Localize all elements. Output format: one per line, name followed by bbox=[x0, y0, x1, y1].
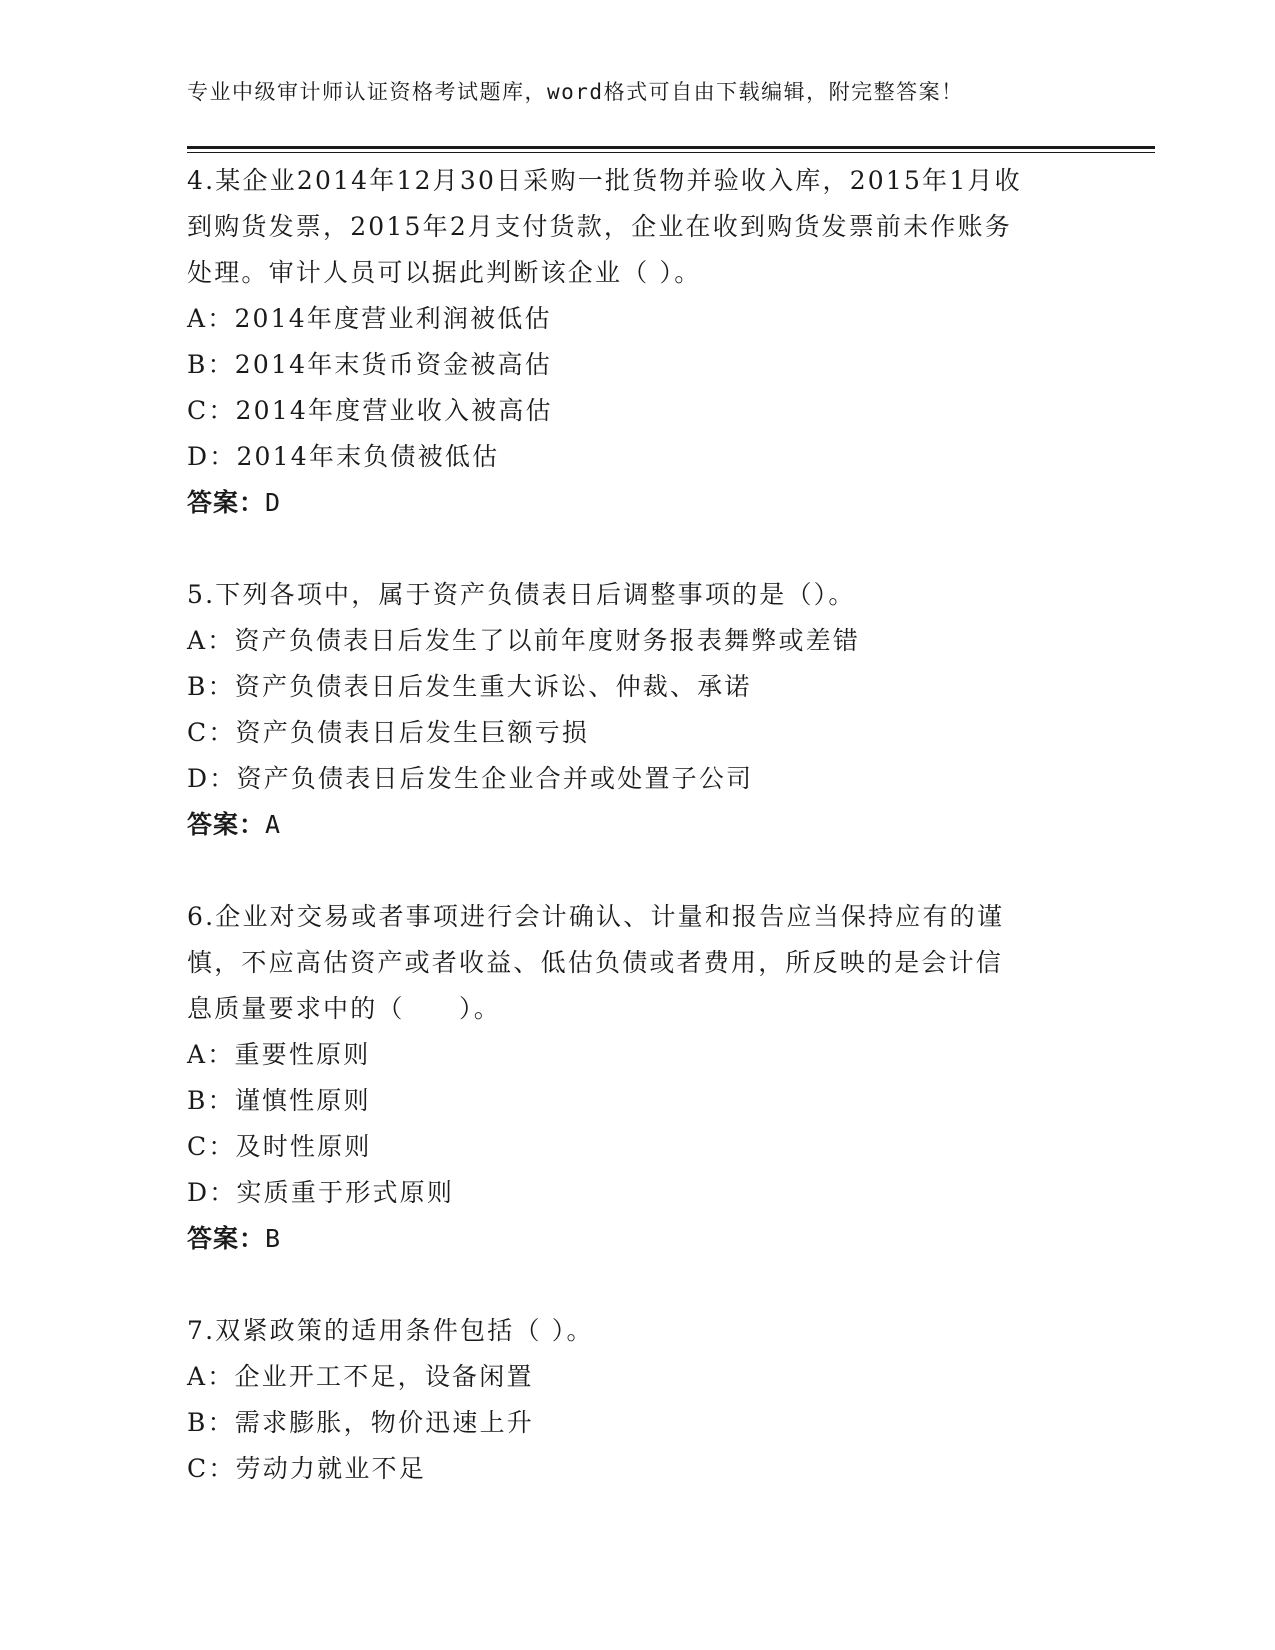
option-d: D：资产负债表日后发生企业合并或处置子公司 bbox=[187, 764, 754, 793]
answer-label: 答案： bbox=[187, 810, 266, 839]
option-b: B：2014年末货币资金被高估 bbox=[187, 350, 552, 379]
option-d: D：2014年末负债被低估 bbox=[187, 442, 500, 471]
question-4 bbox=[187, 158, 1087, 526]
option-c: C：劳动力就业不足 bbox=[187, 1454, 426, 1483]
option-b: B：需求膨胀，物价迅速上升 bbox=[187, 1408, 534, 1437]
option-c: C：2014年度营业收入被高估 bbox=[187, 396, 553, 425]
question-stem-line: 6.企业对交易或者事项进行会计确认、计量和报告应当保持应有的谨 bbox=[187, 902, 1005, 931]
question-stem-line: 到购货发票，2015年2月支付货款，企业在收到购货发票前未作账务 bbox=[187, 212, 1012, 241]
option-c: C：及时性原则 bbox=[187, 1132, 372, 1161]
answer-label: 答案： bbox=[187, 488, 266, 517]
answer-line bbox=[187, 480, 1087, 526]
option-a: A：重要性原则 bbox=[187, 1040, 371, 1069]
answer-line bbox=[187, 802, 1087, 848]
header-rule-thin bbox=[187, 152, 1155, 153]
answer-line bbox=[187, 1216, 1087, 1262]
question-stem-line: 处理。审计人员可以据此判断该企业（ ）。 bbox=[187, 258, 702, 287]
question-stem-line: 慎，不应高估资产或者收益、低估负债或者费用，所反映的是会计信 bbox=[187, 948, 1004, 977]
option-d: D：实质重于形式原则 bbox=[187, 1178, 455, 1207]
answer-value: D bbox=[265, 488, 282, 517]
page-header: 专业中级审计师认证资格考试题库，word格式可自由下载编辑，附完整答案！ bbox=[187, 80, 964, 104]
question-7 bbox=[187, 1308, 1087, 1492]
answer-value: A bbox=[265, 810, 282, 839]
question-stem-line: 5.下列各项中，属于资产负债表日后调整事项的是（）。 bbox=[187, 580, 856, 609]
question-6 bbox=[187, 894, 1087, 1262]
question-stem-line: 息质量要求中的（ ）。 bbox=[187, 994, 501, 1023]
option-a: A：企业开工不足，设备闲置 bbox=[187, 1362, 534, 1391]
option-a: A：2014年度营业利润被低估 bbox=[187, 304, 552, 333]
question-5 bbox=[187, 572, 1087, 848]
option-a: A：资产负债表日后发生了以前年度财务报表舞弊或差错 bbox=[187, 626, 861, 655]
answer-value: B bbox=[265, 1224, 282, 1253]
header-rule-thick bbox=[187, 146, 1155, 149]
option-b: B：资产负债表日后发生重大诉讼、仲裁、承诺 bbox=[187, 672, 752, 701]
question-list bbox=[187, 158, 1087, 1538]
answer-label: 答案： bbox=[187, 1224, 266, 1253]
question-stem-line: 4.某企业2014年12月30日采购一批货物并验收入库，2015年1月收 bbox=[187, 166, 1022, 195]
option-b: B：谨慎性原则 bbox=[187, 1086, 371, 1115]
option-c: C：资产负债表日后发生巨额亏损 bbox=[187, 718, 590, 747]
question-stem-line: 7.双紧政策的适用条件包括（ ）。 bbox=[187, 1316, 594, 1345]
